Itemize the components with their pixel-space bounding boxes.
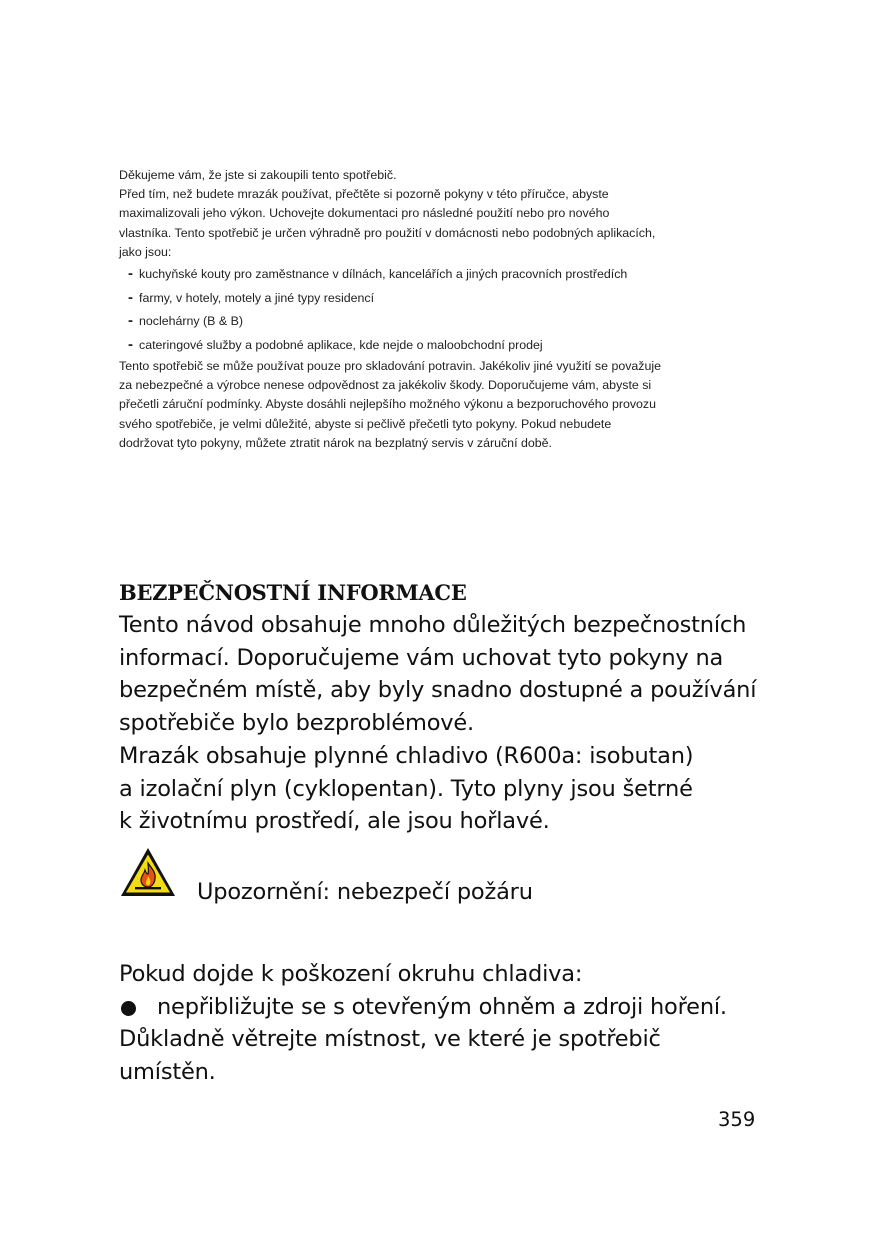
closing-line: dodržovat tyto pokyny, můžete ztratit nárok na bezplatný servis v záruční době.: [119, 435, 552, 450]
intro-line: Děkujeme vám, že jste si zakoupili tento spotřebič.: [119, 168, 397, 182]
list-item: [119, 287, 759, 311]
dash-bullet: -: [128, 288, 133, 306]
safety-paragraph: [119, 609, 779, 838]
damage-line: Důkladně větrejte místnost, ve které je spotřebič: [119, 1026, 661, 1053]
closing-line: svého spotřebiče, je velmi důležité, abyste si pečlivě přečetli tyto pokyny. Pokud nebudete: [119, 416, 612, 431]
usage-list: [119, 263, 759, 357]
safety-line: a izolační plyn (cyklopentan). Tyto plyny jsou šetrné: [119, 775, 693, 802]
intro-section: [119, 166, 759, 453]
dash-bullet: -: [128, 265, 133, 283]
safety-line: informací. Doporučujeme vám uchovat tyto pokyny na: [119, 644, 724, 671]
closing-line: přečetli záruční podmínky. Abyste dosáhli nejlepšího možného výkonu a bezporuchového provozu: [119, 397, 657, 412]
closing-line: Tento spotřebič se může používat pouze pro skladování potravin. Jakékoliv jiné využití se považuje: [119, 359, 662, 374]
safety-line: spotřebiče bylo bezproblémové.: [119, 710, 474, 737]
safety-line: Tento návod obsahuje mnoho důležitých bezpečnostních: [119, 612, 747, 638]
dash-bullet: -: [128, 335, 133, 353]
bullet-dot-icon: [121, 1001, 136, 1016]
fire-warning: [119, 846, 779, 905]
list-item: [119, 991, 799, 1024]
damage-section: [119, 958, 799, 1089]
intro-line: jako jsou:: [119, 244, 172, 259]
list-item: [119, 263, 759, 287]
safety-line: bezpečném místě, aby byly snadno dostupné a používání: [119, 677, 757, 704]
warning-text: Upozornění: nebezpečí požáru: [197, 879, 533, 905]
fire-hazard-warning-icon: [119, 846, 177, 898]
section-heading: BEZPEČNOSTNÍ INFORMACE: [119, 580, 467, 605]
damage-intro: Pokud dojde k poškození okruhu chladiva:: [119, 961, 583, 987]
intro-line: Před tím, než budete mrazák používat, přečtěte si pozorně pokyny v této příručce, abyste: [119, 187, 609, 202]
safety-line: Mrazák obsahuje plynné chladivo (R600a: isobutan): [119, 742, 694, 769]
safety-line: k životnímu prostředí, ale jsou hořlavé.: [119, 808, 550, 835]
page-number: 359: [718, 1108, 756, 1131]
list-item-text: noclehárny (B & B): [139, 314, 243, 329]
list-item-text: kuchyňské kouty pro zaměstnance v dílnách, kancelářích a jiných pracovních prostředích: [139, 267, 628, 282]
list-item: [119, 310, 759, 334]
closing-line: za nebezpečné a výrobce nenese odpovědnost za jakékoliv škody. Doporučujeme vám, abyste si: [119, 378, 652, 393]
intro-line: vlastníka. Tento spotřebič je určen výhradně pro použití v domácnosti nebo podobných aplikacích,: [119, 225, 656, 240]
damage-bullet-text: nepřibližujte se s otevřeným ohněm a zdroji hoření.: [157, 993, 727, 1020]
dash-bullet: -: [128, 312, 133, 330]
intro-line: maximalizovali jeho výkon. Uchovejte dokumentaci pro následné použití nebo pro nového: [119, 206, 610, 221]
list-item-text: cateringové služby a podobné aplikace, kde nejde o maloobchodní prodej: [139, 337, 543, 352]
damage-line: umístěn.: [119, 1059, 216, 1086]
list-item: [119, 334, 759, 358]
list-item-text: farmy, v hotely, motely a jiné typy residencí: [139, 290, 375, 305]
